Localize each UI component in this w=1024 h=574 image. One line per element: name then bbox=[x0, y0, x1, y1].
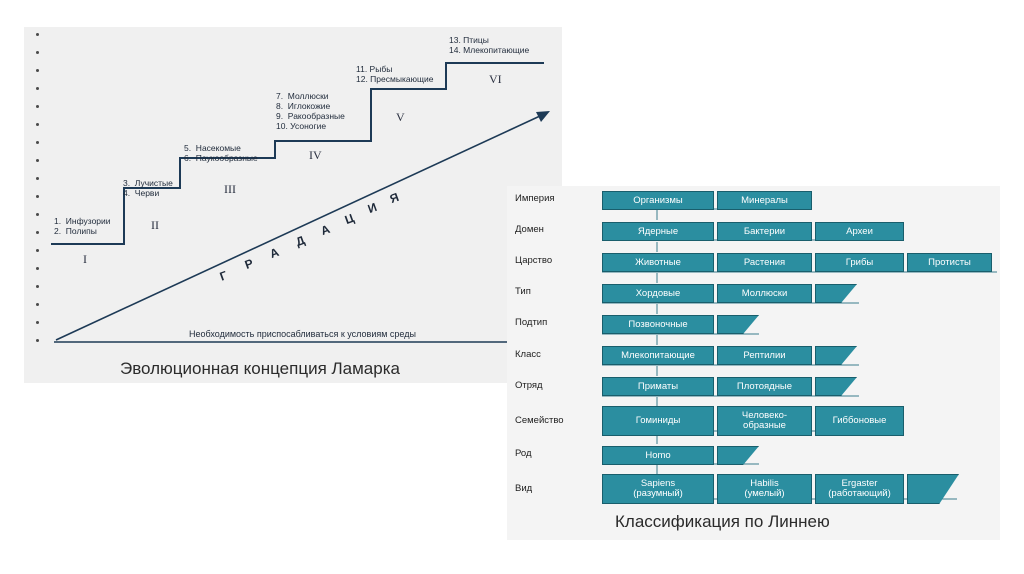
step-1-roman: I bbox=[83, 252, 87, 266]
rank-label: Подтип bbox=[515, 317, 548, 328]
linnaeus-panel bbox=[507, 186, 1000, 540]
rank-label: Вид bbox=[515, 483, 533, 494]
gradation-letter: Д bbox=[293, 232, 307, 250]
taxon-box: Рептилии bbox=[717, 346, 812, 365]
gradation-letter: А bbox=[267, 244, 281, 262]
taxon-box: Животные bbox=[602, 253, 714, 272]
gradation-letter: Я bbox=[387, 189, 401, 207]
taxon-box: Человеко- образные bbox=[717, 406, 812, 436]
taxon-box: Грибы bbox=[815, 253, 904, 272]
gradation-letter: И bbox=[365, 199, 379, 217]
taxon-box: Минералы bbox=[717, 191, 812, 210]
step-3-text: 5. Насекомые 6. Паукообразные bbox=[184, 143, 258, 163]
gradation-letter: Г bbox=[217, 268, 230, 284]
taxon-box: Приматы bbox=[602, 377, 714, 396]
step-5-text: 11. Рыбы 12. Пресмыкающие bbox=[356, 64, 434, 84]
gradation-letter: Ц bbox=[342, 210, 356, 228]
rank-label: Царство bbox=[515, 255, 553, 266]
taxon-box: Ядерные bbox=[602, 222, 714, 241]
rank-label: Род bbox=[515, 448, 532, 459]
taxon-box: Homo bbox=[602, 446, 714, 465]
taxon-box: Гоминиды bbox=[602, 406, 714, 436]
step-5-roman: V bbox=[396, 110, 405, 124]
step-6-text: 13. Птицы 14. Млекопитающие bbox=[449, 35, 530, 55]
taxon-box: Млекопитающие bbox=[602, 346, 714, 365]
rank-label: Класс bbox=[515, 349, 541, 360]
lamarck-footnote: Необходимость приспосабливаться к условиям среды bbox=[189, 329, 416, 339]
step-4-roman: IV bbox=[309, 148, 322, 162]
gradation-arrow bbox=[56, 116, 540, 340]
gradation-letter: Р bbox=[242, 256, 256, 272]
taxon-box: Протисты bbox=[907, 253, 992, 272]
gradation-letter: А bbox=[318, 221, 332, 239]
lamarck-panel bbox=[24, 27, 562, 383]
taxon-box: Ergaster (работающий) bbox=[815, 474, 904, 504]
taxon-box: Sapiens (разумный) bbox=[602, 474, 714, 504]
taxon-box: Habilis (умелый) bbox=[717, 474, 812, 504]
taxon-box: Гиббоновые bbox=[815, 406, 904, 436]
step-2-text: 3. Лучистые 4. Черви bbox=[123, 178, 173, 198]
taxon-box: Моллюски bbox=[717, 284, 812, 303]
linnaeus-caption: Классификация по Линнею bbox=[615, 512, 830, 531]
step-3-roman: III bbox=[224, 182, 236, 196]
taxon-box: Хордовые bbox=[602, 284, 714, 303]
rank-label: Тип bbox=[515, 286, 531, 297]
taxon-box: Организмы bbox=[602, 191, 714, 210]
step-6-roman: VI bbox=[489, 72, 502, 86]
taxon-box: Растения bbox=[717, 253, 812, 272]
rank-label: Империя bbox=[515, 193, 555, 204]
rank-label: Домен bbox=[515, 224, 544, 235]
lamarck-caption: Эволюционная концепция Ламарка bbox=[120, 359, 400, 378]
rank-label: Семейство bbox=[515, 415, 564, 426]
taxon-box: Позвоночные bbox=[602, 315, 714, 334]
taxon-box: Археи bbox=[815, 222, 904, 241]
taxon-box: Плотоядные bbox=[717, 377, 812, 396]
step-1-text: 1. Инфузории 2. Полипы bbox=[54, 216, 111, 236]
step-2-roman: II bbox=[151, 218, 159, 232]
taxon-box: Бактерии bbox=[717, 222, 812, 241]
rank-label: Отряд bbox=[515, 380, 543, 391]
step-4-text: 7. Моллюски 8. Иглокожие 9. Ракообразные 10. Усоногие bbox=[276, 91, 345, 131]
